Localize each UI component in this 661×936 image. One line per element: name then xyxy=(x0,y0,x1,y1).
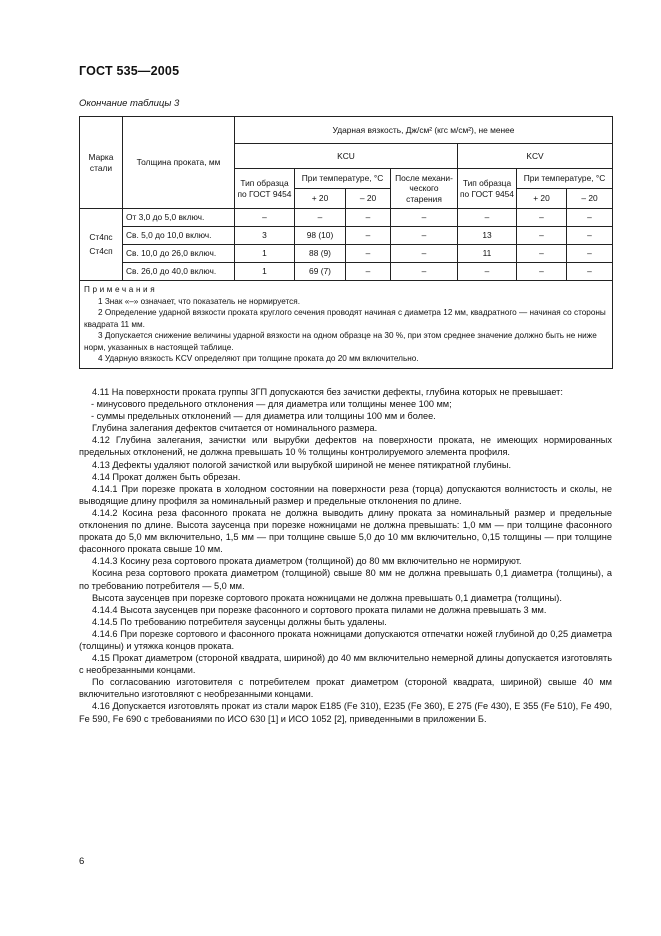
document-header: ГОСТ 535—2005 xyxy=(79,64,180,78)
column-header-thickness: Толщина проката, мм xyxy=(123,117,235,209)
paragraph: 4.14.3 Косину реза сортового проката диаметром (толщиной) до 80 мм включительно не нормируют. xyxy=(92,556,522,567)
paragraph: 4.12 Глубина залегания, зачистки или вырубки дефектов на поверхности проката, не имеющих нормированных предельных отклонений, не должна превышать 10 % толщины контролируемого элемента профиля. xyxy=(79,435,612,458)
kcv-plus20-header: + 20 xyxy=(517,189,567,209)
thickness-cell: Св. 10,0 до 26,0 включ. xyxy=(123,245,235,263)
steel-grade: Ст4сп xyxy=(89,245,113,256)
kcv-plus20-cell: – xyxy=(517,263,567,281)
kcv-plus20-cell: – xyxy=(517,209,567,227)
note-item: 3 Допускается снижение величины ударной вязкости на одном образце на 30 %, при этом среднее значение должно быть не ниже норм, указанных в настоящей таблице. xyxy=(84,331,597,352)
thickness-cell: От 3,0 до 5,0 включ. xyxy=(123,209,235,227)
paragraph: 4.11 На поверхности проката группы 3ГП допускаются без зачистки дефекты, глубина которых не превышает: xyxy=(92,387,563,397)
table-row xyxy=(80,227,613,245)
kcv-plus20-cell: – xyxy=(517,227,567,245)
list-item: - суммы предельных отклонений — для диаметра или толщины 100 мм и более. xyxy=(79,410,612,422)
kcu-temperature-header: При температуре, °С xyxy=(295,169,391,189)
page-number: 6 xyxy=(79,856,85,867)
kcu-minus20-cell: – xyxy=(346,227,391,245)
kcv-minus20-cell: – xyxy=(567,209,613,227)
kcv-type-cell: – xyxy=(458,209,517,227)
kcu-type-cell: 3 xyxy=(235,227,295,245)
kcu-sample-type-header: Тип образца по ГОСТ 9454 xyxy=(235,169,295,209)
table-caption: Окончание таблицы 3 xyxy=(79,98,180,109)
paragraph: 4.14.6 При порезке сортового и фасонного проката ножницами допускаются отпечатки ножей глубиной до 0,25 диаметра (толщины) и утяжка концов проката. xyxy=(79,628,612,651)
kcu-plus20-cell: – xyxy=(295,209,346,227)
column-header-impact-strength: Ударная вязкость, Дж/см² (кгс м/см²), не менее xyxy=(235,117,613,144)
paragraph: 4.14 Прокат должен быть обрезан. xyxy=(92,471,241,482)
kcu-plus20-cell: 69 (7) xyxy=(295,263,346,281)
kcu-type-cell: 1 xyxy=(235,245,295,263)
note-item: 2 Определение ударной вязкости проката круглого сечения проводят начиная с диаметра 12 мм, квадратного — начиная со стороны квадрата 11 мм. xyxy=(84,308,606,329)
note-item: 4 Ударную вязкость KCV определяют при толщине проката до 20 мм включительно. xyxy=(98,354,419,363)
kcu-minus20-cell: – xyxy=(346,263,391,281)
kcv-minus20-header: – 20 xyxy=(567,189,613,209)
paragraph: 4.14.4 Высота заусенцев при порезке фасонного и сортового проката пилами не должна превышать 3 мм. xyxy=(92,604,547,615)
kcv-minus20-cell: – xyxy=(567,245,613,263)
kcv-temperature-header: При температуре, °С xyxy=(517,169,613,189)
paragraph: 4.16 Допускается изготовлять прокат из стали марок Е185 (Fe 310), Е235 (Fe 360), Е 275 (Fe 430), Е 355 (Fe 510), Fe 490, Fe 590, Fe 690 с требованиями по ИСО 630 [1] и ИСО 1052 [2], приведенными в приложении Б. xyxy=(79,701,612,724)
notes-title: Примечания xyxy=(84,285,158,294)
table-notes xyxy=(80,281,613,369)
paragraph: Косина реза сортового проката диаметром (толщиной) свыше 80 мм не должна превышать 0,1 диаметра (толщины), а по требованию потребителя — 5,0 мм. xyxy=(79,568,612,591)
column-header-steel: Марка стали xyxy=(80,117,123,209)
steel-grade: Ст4пс xyxy=(89,232,113,243)
kcv-sample-type-header: Тип образца по ГОСТ 9454 xyxy=(458,169,517,209)
kcv-type-cell: – xyxy=(458,263,517,281)
paragraph: 4.14.1 При порезке проката в холодном состоянии на поверхности реза (торца) допускаются волнистость и сколы, не выводящие длину профиля за номинальный размер и предельные отклонения по длине. xyxy=(79,483,612,506)
column-header-kcv: KCV xyxy=(458,144,613,169)
table-row xyxy=(80,209,613,227)
impact-strength-table xyxy=(79,116,613,369)
paragraph: Высота заусенцев при порезке сортового проката ножницами не должна превышать 0,1 диаметра (толщины). xyxy=(92,592,562,603)
thickness-cell: Св. 5,0 до 10,0 включ. xyxy=(123,227,235,245)
body-text xyxy=(79,386,612,725)
aging-cell: – xyxy=(391,227,458,245)
kcu-type-cell: – xyxy=(235,209,295,227)
kcu-plus20-header: + 20 xyxy=(295,189,346,209)
kcu-minus20-header: – 20 xyxy=(346,189,391,209)
kcu-minus20-cell: – xyxy=(346,245,391,263)
kcu-plus20-cell: 88 (9) xyxy=(295,245,346,263)
steel-grade-cell xyxy=(80,209,123,281)
aging-cell: – xyxy=(391,245,458,263)
paragraph: По согласованию изготовителя с потребителем прокат диаметром (стороной квадрата, шириной) свыше 40 мм включительно изготовляют с необрезанными концами. xyxy=(79,677,612,700)
paragraph: Глубина залегания дефектов считается от номинального размера. xyxy=(92,423,378,434)
table-row xyxy=(80,263,613,281)
column-header-kcu: KCU xyxy=(235,144,458,169)
aging-cell: – xyxy=(391,209,458,227)
kcv-type-cell: 11 xyxy=(458,245,517,263)
paragraph: 4.13 Дефекты удаляют пологой зачисткой или вырубкой шириной не менее пятикратной глубины. xyxy=(92,459,512,470)
list-item: - минусового предельного отклонения — для диаметра или толщины менее 100 мм; xyxy=(79,398,612,410)
paragraph: 4.14.5 По требованию потребителя заусенцы должны быть удалены. xyxy=(92,616,387,627)
kcv-type-cell: 13 xyxy=(458,227,517,245)
kcu-type-cell: 1 xyxy=(235,263,295,281)
kcv-minus20-cell: – xyxy=(567,263,613,281)
kcv-minus20-cell: – xyxy=(567,227,613,245)
kcu-minus20-cell: – xyxy=(346,209,391,227)
kcu-aging-header: После механи-ческого старения xyxy=(391,169,458,209)
kcv-plus20-cell: – xyxy=(517,245,567,263)
table-row xyxy=(80,245,613,263)
note-item: 1 Знак «–» означает, что показатель не нормируется. xyxy=(98,296,300,306)
thickness-cell: Св. 26,0 до 40,0 включ. xyxy=(123,263,235,281)
paragraph: 4.14.2 Косина реза фасонного проката не должна выводить длину проката за номинальный размер и предельные отклонения по длине. Высота заусенца при порезке ножницами не должна превышать: 1,0 мм — при толщине фасонного проката до 5,0 мм включительно, 1,5 мм — при толщине свыше 5,0 до 10 мм включительно, 0,15 толщины — при толщине фасонного проката свыше 10 мм. xyxy=(79,507,612,555)
kcu-plus20-cell: 98 (10) xyxy=(295,227,346,245)
paragraph: 4.15 Прокат диаметром (стороной квадрата, шириной) до 40 мм включительно немерной длины допускается изготовлять с необрезанными концами. xyxy=(79,653,612,676)
aging-cell: – xyxy=(391,263,458,281)
